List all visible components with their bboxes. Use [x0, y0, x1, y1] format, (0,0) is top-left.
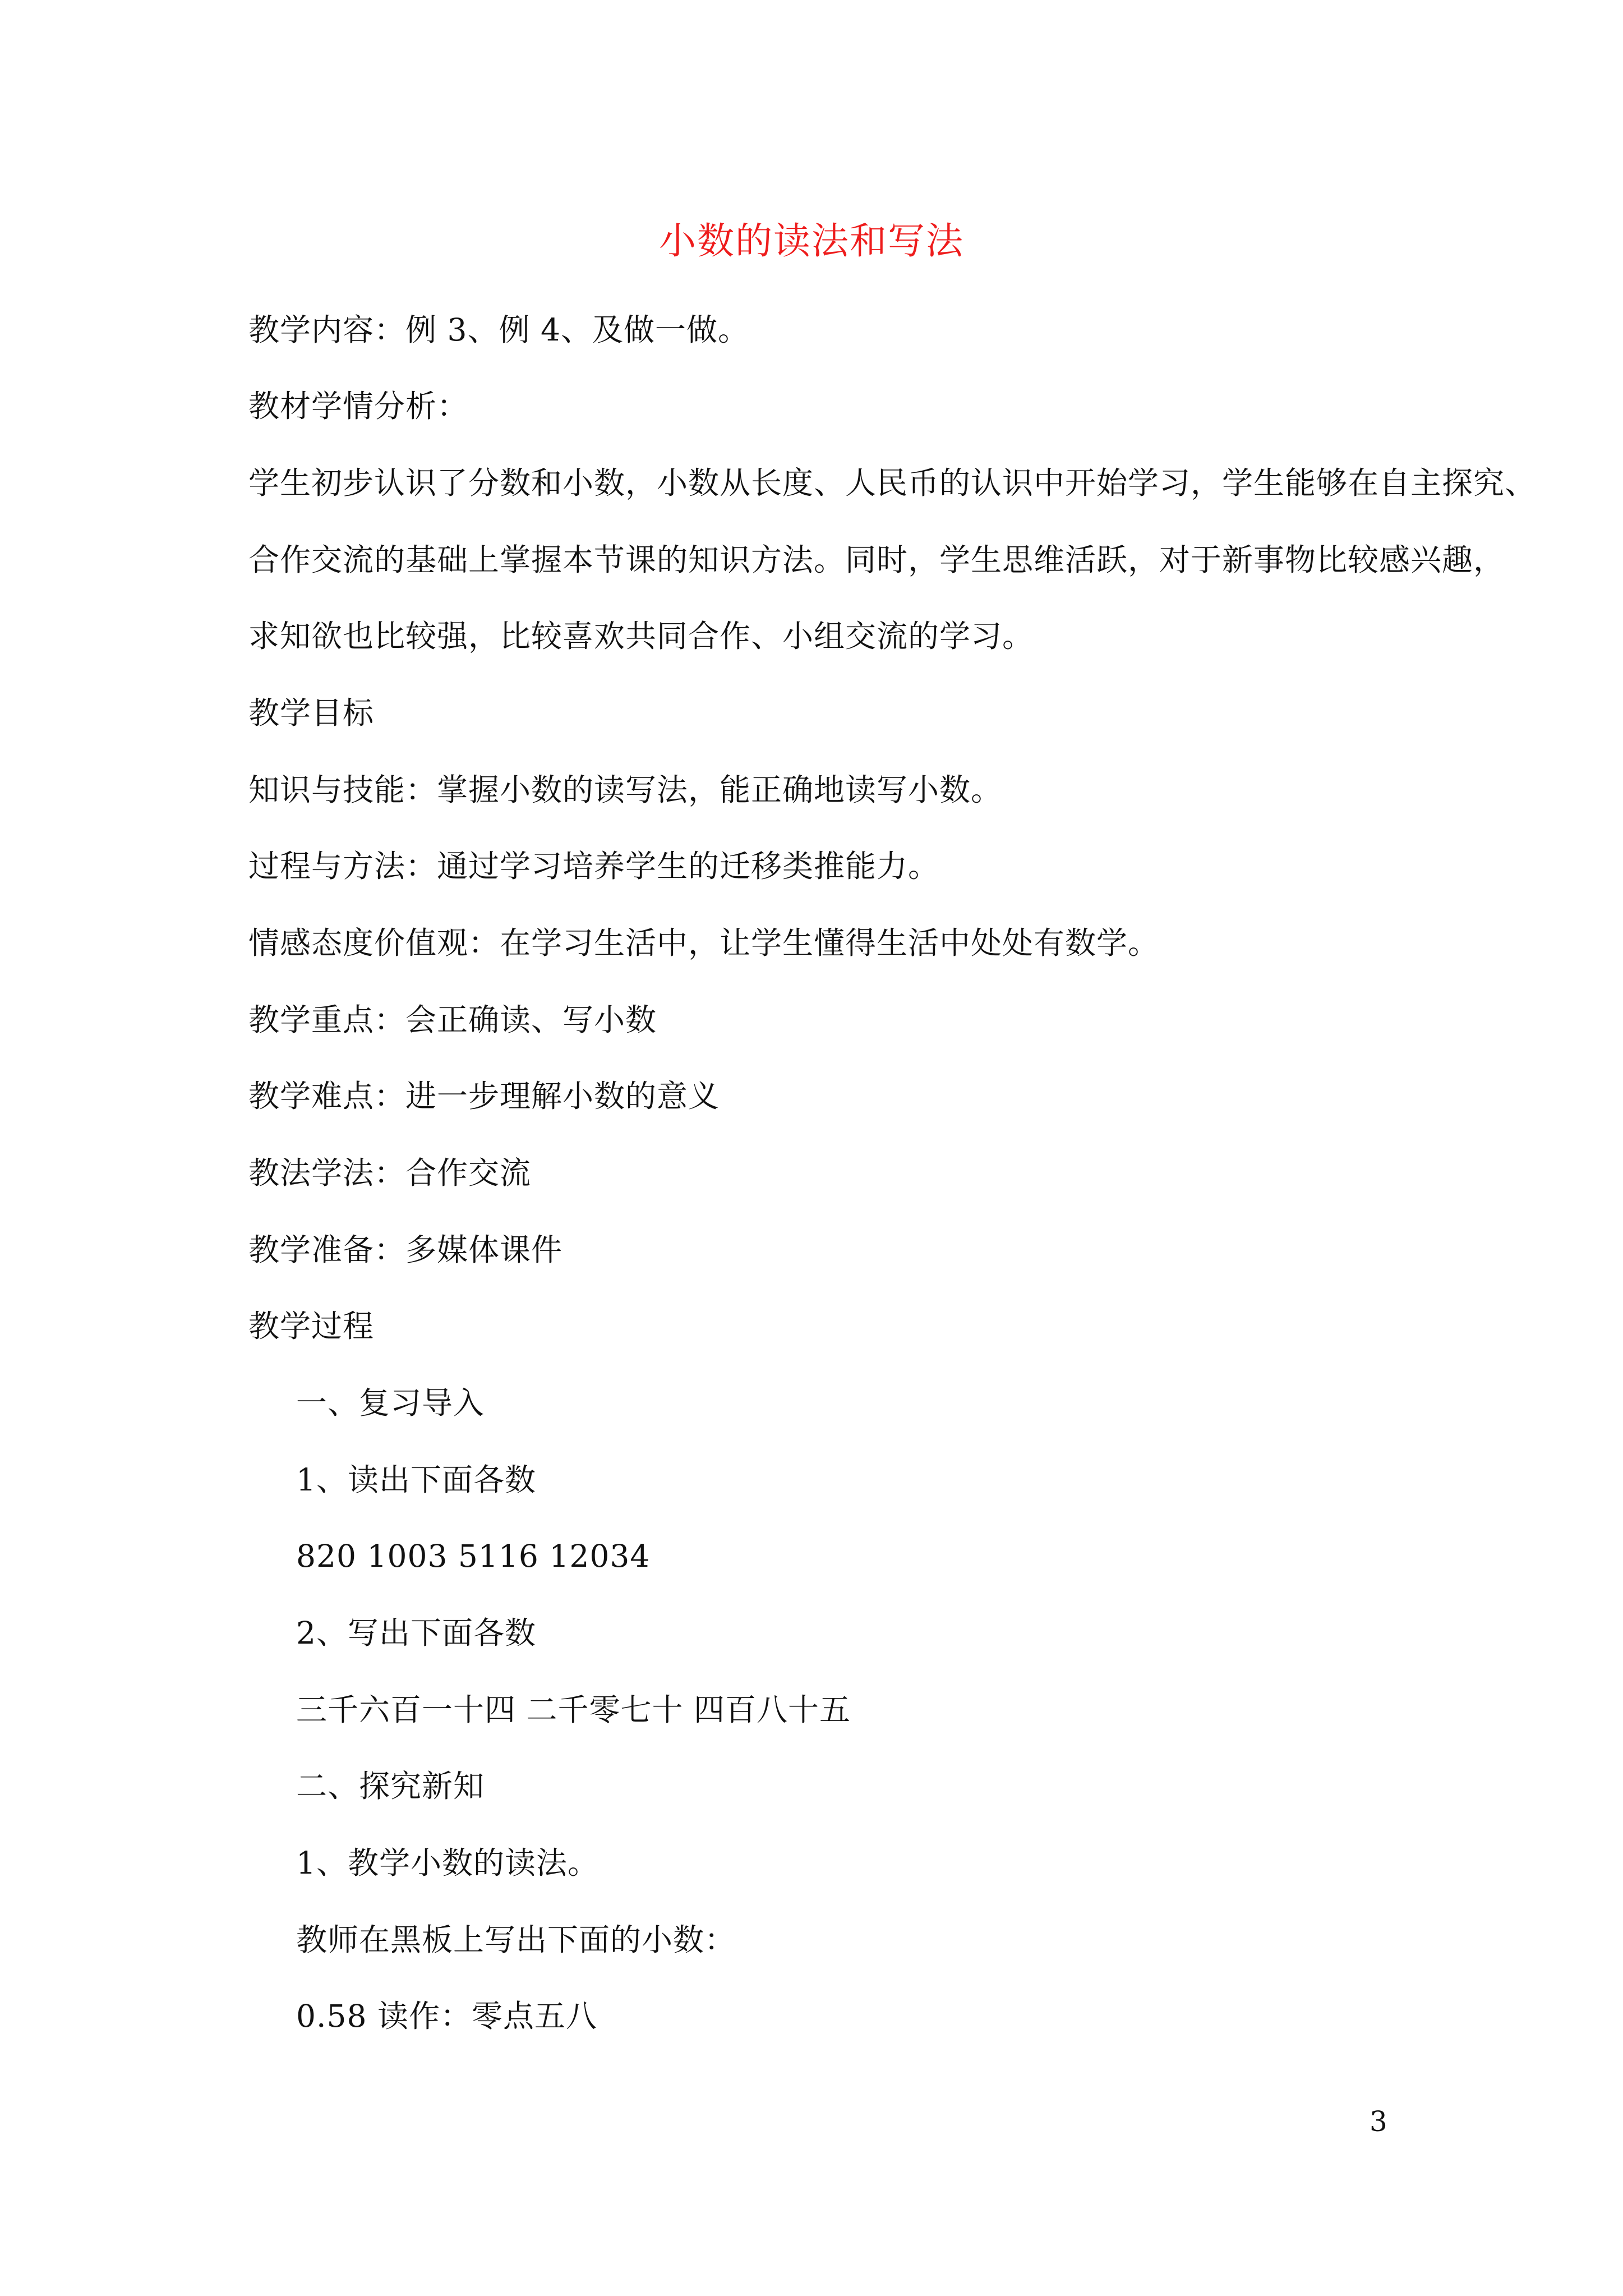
text-line-objectives-heading: 教学目标 [248, 695, 375, 731]
text-line-decimal-reading: 1、教学小数的读法。 [296, 1845, 599, 1881]
text-line-analysis-2: 合作交流的基础上掌握本节课的知识方法。同时，学生思维活跃，对于新事物比较感兴趣， [248, 542, 1505, 578]
text-line-chinese-numbers: 三千六百一十四 二千零七十 四百八十五 [296, 1692, 851, 1728]
text-line-analysis-1: 学生初步认识了分数和小数，小数从长度、人民币的认识中开始学习，学生能够在自主探究、 [248, 465, 1537, 501]
text-line-key-points: 教学重点：会正确读、写小数 [248, 1002, 657, 1038]
text-line-difficult-points: 教学难点：进一步理解小数的意义 [248, 1078, 720, 1114]
text-line-decimal-example: 0.58 读作：零点五八 [296, 1998, 597, 2034]
text-line-explore-heading: 二、探究新知 [296, 1768, 485, 1804]
text-line-read-numbers: 1、读出下面各数 [296, 1462, 536, 1498]
text-line-knowledge-skills: 知识与技能：掌握小数的读写法，能正确地读写小数。 [248, 772, 1003, 808]
text-line-process-method: 过程与方法：通过学习培养学生的迁移类推能力。 [248, 848, 940, 884]
text-line-teaching-content: 教学内容：例 3、例 4、及做一做。 [248, 312, 749, 348]
text-line-write-numbers: 2、写出下面各数 [296, 1615, 536, 1651]
text-line-analysis-3: 求知欲也比较强，比较喜欢共同合作、小组交流的学习。 [248, 618, 1034, 654]
document-title: 小数的读法和写法 [659, 219, 964, 263]
text-line-emotion-values: 情感态度价值观：在学习生活中，让学生懂得生活中处处有数学。 [248, 925, 1160, 961]
text-line-teacher-writes: 教师在黑板上写出下面的小数： [296, 1922, 736, 1958]
text-line-analysis-heading: 教材学情分析： [248, 388, 469, 424]
text-line-methods: 教法学法：合作交流 [248, 1155, 532, 1191]
text-line-process-heading: 教学过程 [248, 1308, 375, 1344]
text-line-preparation: 教学准备：多媒体课件 [248, 1232, 563, 1268]
text-line-numbers-list: 820 1003 5116 12034 [296, 1538, 651, 1574]
text-line-review-heading: 一、复习导入 [296, 1385, 485, 1421]
page-number: 3 [1370, 2105, 1387, 2138]
